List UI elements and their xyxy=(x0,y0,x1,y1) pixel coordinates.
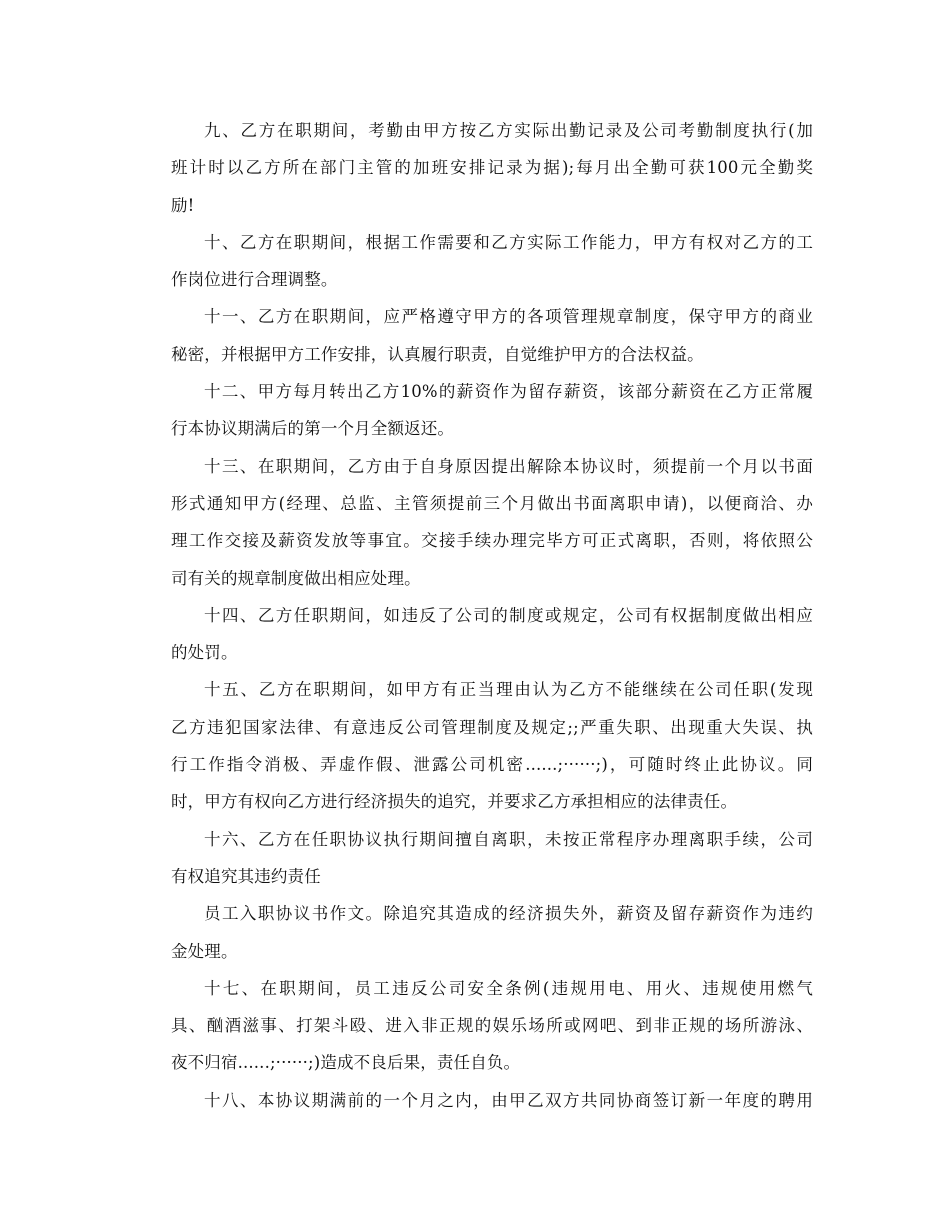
text-line: 理工作交接及薪资发放等事宜。交接手续办理完毕方可正式离职，否则，将依照公 xyxy=(171,531,813,551)
text-line: 夜不归宿......;······;)造成不良后果，责任自负。 xyxy=(171,1053,521,1073)
clause-9 xyxy=(138,112,813,224)
text-line: 形式通知甲方(经理、总监、主管须提前三个月做出书面离职申请)，以便商洽、办 xyxy=(171,493,813,513)
text-line: 具、酗酒滋事、打架斗殴、进入非正规的娱乐场所或网吧、到非正规的场所游泳、 xyxy=(171,1016,813,1036)
text-line: 作岗位进行合理调整。 xyxy=(171,270,338,290)
text-line: 十三、在职期间，乙方由于自身原因提出解除本协议时，须提前一个月以书面 xyxy=(204,456,813,476)
text-line: 十四、乙方任职期间，如违反了公司的制度或规定，公司有权据制度做出相应 xyxy=(204,605,813,625)
text-line: 司有关的规章制度做出相应处理。 xyxy=(171,568,421,588)
text-line: 时，甲方有权向乙方进行经济损失的追究，并要求乙方承担相应的法律责任。 xyxy=(171,792,738,812)
text-line: 十二、甲方每月转出乙方10%的薪资作为留存薪资，该部分薪资在乙方正常履 xyxy=(204,382,813,402)
text-line: 十八、本协议期满前的一个月之内，由甲乙双方共同协商签订新一年度的聘用 xyxy=(204,1090,813,1110)
text-line: 有权追究其违约责任 xyxy=(171,866,321,886)
clause-16 xyxy=(138,821,813,896)
text-line: 的处罚。 xyxy=(171,643,238,663)
clause-17 xyxy=(138,970,813,1082)
clause-16-continuation xyxy=(138,895,813,970)
text-line: 九、乙方在职期间，考勤由甲方按乙方实际出勤记录及公司考勤制度执行(加 xyxy=(204,121,813,140)
text-line: 行工作指令消极、弄虚作假、泄露公司机密......;······;)，可随时终止此协议。同 xyxy=(171,755,813,775)
clause-12 xyxy=(138,373,813,448)
text-line: 十、乙方在职期间，根据工作需要和乙方实际工作能力，甲方有权对乙方的工 xyxy=(204,232,813,252)
clause-10 xyxy=(138,224,813,299)
text-line: 十五、乙方在职期间，如甲方有正当理由认为乙方不能继续在公司任职(发现 xyxy=(204,680,813,700)
clause-15 xyxy=(138,671,813,820)
text-line: 行本协议期满后的第一个月全额返还。 xyxy=(171,419,455,439)
clause-11 xyxy=(138,298,813,373)
text-line: 十一、乙方在职期间，应严格遵守甲方的各项管理规章制度，保守甲方的商业 xyxy=(204,307,813,327)
text-line: 班计时以乙方所在部门主管的加班安排记录为据);每月出全勤可获100元全勤奖 xyxy=(171,158,813,178)
text-line: 秘密，并根据甲方工作安排，认真履行职责，自觉维护甲方的合法权益。 xyxy=(171,344,704,364)
text-line: 金处理。 xyxy=(171,941,238,961)
document-body xyxy=(138,112,813,1119)
text-line: 员工入职协议书作文。除追究其造成的经济损失外，薪资及留存薪资作为违约 xyxy=(204,904,813,924)
text-line: 十七、在职期间，员工违反公司安全条例(违规用电、用火、违规使用燃气 xyxy=(204,978,813,998)
clause-13 xyxy=(138,448,813,597)
text-line: 励! xyxy=(171,195,195,215)
text-line: 乙方违犯国家法律、有意违反公司管理制度及规定;;严重失职、出现重大失误、执 xyxy=(171,717,813,737)
clause-14 xyxy=(138,597,813,672)
text-line: 十六、乙方在任职协议执行期间擅自离职，未按正常程序办理离职手续，公司 xyxy=(204,829,813,849)
clause-18 xyxy=(138,1082,813,1119)
